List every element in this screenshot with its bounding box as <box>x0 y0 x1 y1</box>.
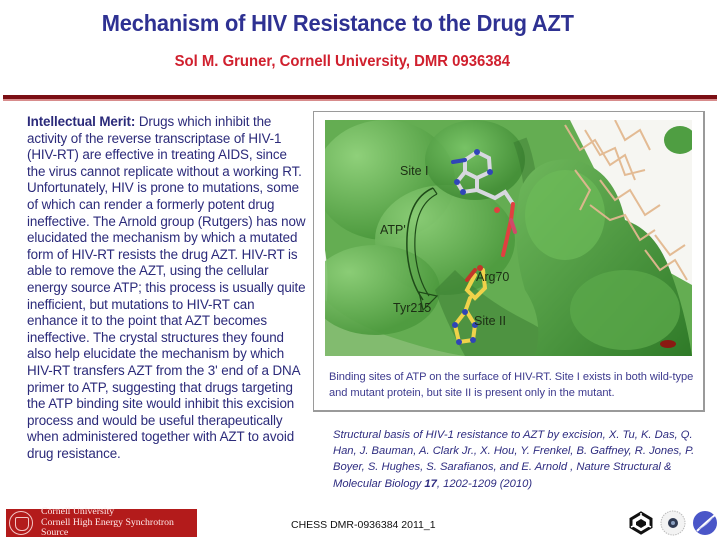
tyr215-label: Tyr215 <box>393 301 432 315</box>
figure-caption: Binding sites of ATP on the surface of HIV-RT. Site I exists in both wild-type and mutant protein, but site II is present only in the mutant. <box>329 371 694 399</box>
citation-pages-year: , 1202-1209 (2010) <box>436 477 533 490</box>
protein-structure-image <box>325 120 692 356</box>
intellectual-merit-label: Intellectual Merit: <box>27 114 136 129</box>
citation-text: Structural basis of HIV-1 resistance to AZT by excision, X. Tu, K. Das, Q. Han, J. Bauman, A. Clark Jr., X. Hou, Y. Frenkel, B. Gaffney, R. Jones, P. Boyer, S. Hughes, S. Sarafianos, and E. Arnold , Nature Structural & Molecular Biology <box>333 429 695 490</box>
figure-panel <box>313 111 705 412</box>
footer-logos <box>627 509 719 537</box>
page-title: Mechanism of HIV Resistance to the Drug AZT <box>101 10 574 36</box>
header-divider-highlight <box>3 99 717 101</box>
cornell-banner-text <box>41 507 197 539</box>
cornell-chess-banner <box>6 506 197 539</box>
intellectual-merit-paragraph <box>27 114 307 462</box>
site-2-label: Site II <box>474 314 506 328</box>
nih-logo-icon <box>693 511 717 535</box>
chess-label: Cornell High Energy Synchrotron Source <box>41 516 174 539</box>
citation-volume: 17 <box>424 477 437 490</box>
page-subtitle: Sol M. Gruner, Cornell University, DMR 0936384 <box>174 53 511 70</box>
intellectual-merit-text: Drugs which inhibit the activity of the reverse transcriptase of HIV-1 (HIV-RT) are effective in treating AIDS, since the virus cannot replicate without a working RT. Unfortunately, HIV is prone to mutations, some of which can render a formerly potent drug ineffective. The Arnold group (Rutgers) has now elucidated the mechanism by which a mutated form of HIV-RT resists the drug AZT. HIV-RT is able to remove the AZT, using the cellular energy source ATP; this process is usually quite inefficient, but mutations to HIV-RT can enhance it to the point that AZT becomes ineffective. The crystal structures they found also help elucidate the mechanism by which HIV-RT transfers AZT from the 3' end of a DNA primer to ATP, suggesting that drugs targeting the ATP binding site would inhibit this excision process and would be useful therapeutically when administered together with AZT to avoid drug resistance. <box>27 114 306 461</box>
atp-label: ATP' <box>380 223 406 237</box>
slide-code: CHESS DMR-0936384 2011_1 <box>291 519 436 531</box>
nsf-seal-icon <box>661 511 685 535</box>
cornell-university-label: Cornell University <box>41 506 115 518</box>
site-1-label: Site I <box>400 164 429 178</box>
cornell-seal-icon <box>9 511 33 535</box>
chess-logo-icon <box>631 513 651 533</box>
arg70-label: Arg70 <box>476 270 510 284</box>
citation <box>333 427 713 492</box>
